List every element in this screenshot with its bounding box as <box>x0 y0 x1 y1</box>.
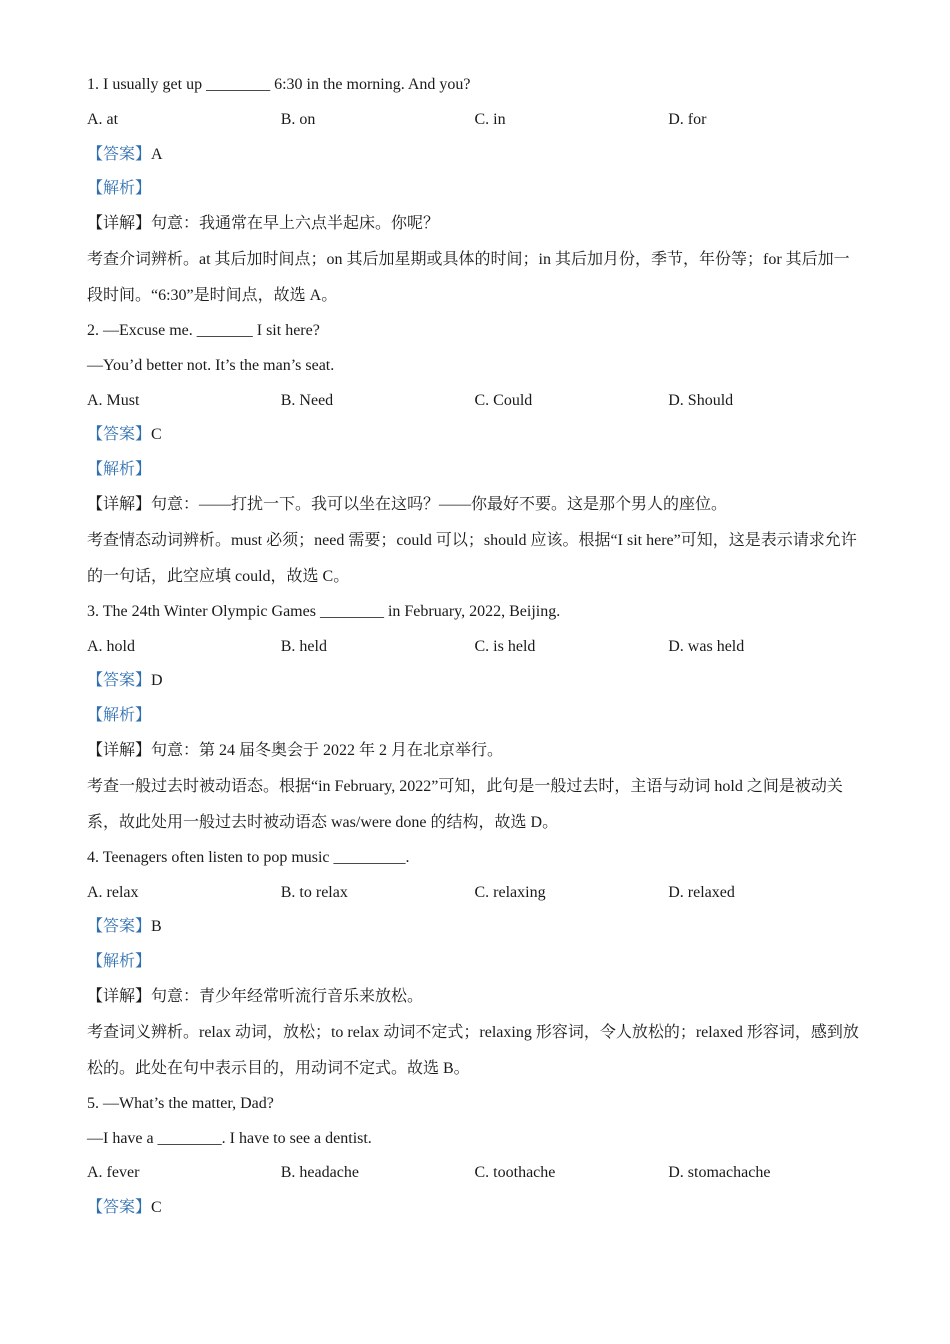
question-stem: 2. —Excuse me. _______ I sit here? <box>87 321 320 339</box>
answer-line <box>87 910 862 945</box>
question-5 <box>87 1087 862 1226</box>
detail-line <box>87 980 862 1015</box>
explanation: 考查介词辨析。at 其后加时间点；on 其后加星期或具体的时间；in 其后加月份，季节，年份等；for 其后加一段时间。“6:30”是时间点，故选 A。 <box>87 250 850 304</box>
option-a: A. fever <box>87 1164 140 1182</box>
question-stem: 5. —What’s the matter, Dad? <box>87 1094 274 1112</box>
option-d: D. Should <box>668 391 734 409</box>
options-row <box>87 384 862 419</box>
analysis-line <box>87 699 862 734</box>
answer-tag: 【答案】 <box>87 145 152 163</box>
answer-value: C <box>151 426 162 444</box>
option-a: A. hold <box>87 637 135 655</box>
question-1 <box>87 68 862 314</box>
detail-text: 句意：青少年经常听流行音乐来放松。 <box>151 987 424 1005</box>
option-c: C. relaxing <box>474 883 546 901</box>
detail-line <box>87 488 862 523</box>
option-d: D. for <box>668 110 707 128</box>
answer-line <box>87 418 862 453</box>
answer-line <box>87 664 862 699</box>
answer-tag: 【答案】 <box>87 918 152 936</box>
detail-tag: 【详解】 <box>87 987 152 1005</box>
detail-tag: 【详解】 <box>87 495 152 513</box>
answer-line <box>87 1191 862 1226</box>
option-c: C. Could <box>474 391 533 409</box>
detail-line <box>87 207 862 242</box>
answer-tag: 【答案】 <box>87 1199 152 1217</box>
document-page <box>87 68 862 1226</box>
question-stem: 3. The 24th Winter Olympic Games ________ in February, 2022, Beijing. <box>87 602 561 620</box>
option-d: D. relaxed <box>668 883 735 901</box>
option-b: B. on <box>280 110 316 128</box>
detail-line <box>87 734 862 769</box>
answer-value: A <box>151 145 163 163</box>
detail-text: 句意：我通常在早上六点半起床。你呢？ <box>151 215 440 233</box>
option-c: C. toothache <box>474 1164 556 1182</box>
answer-value: C <box>151 1199 162 1217</box>
answer-tag: 【答案】 <box>87 426 152 444</box>
detail-tag: 【详解】 <box>87 741 152 759</box>
analysis-tag: 【解析】 <box>87 461 152 479</box>
option-d: D. stomachache <box>668 1164 771 1182</box>
option-b: B. Need <box>280 391 334 409</box>
analysis-line <box>87 172 862 207</box>
option-c: C. is held <box>474 637 536 655</box>
question-stem: 4. Teenagers often listen to pop music _________. <box>87 848 410 866</box>
analysis-line <box>87 945 862 980</box>
answer-value: B <box>151 918 162 936</box>
explanation: 考查词义辨析。relax 动词，放松；to relax 动词不定式；relaxing 形容词，令人放松的；relaxed 形容词，感到放松的。此处在句中表示目的，用动词不定式。故选 B。 <box>87 1023 859 1077</box>
question-stem-2: —You’d better not. It’s the man’s seat. <box>87 356 335 374</box>
detail-text: 句意：第 24 届冬奥会于 2022 年 2 月在北京举行。 <box>151 741 504 759</box>
options-row <box>87 630 862 665</box>
explanation: 考查情态动词辨析。must 必须；need 需要；could 可以；should 应该。根据“I sit here”可知，这是表示请求允许的一句话，此空应填 could，故选 C。 <box>87 531 857 585</box>
question-3 <box>87 595 862 841</box>
analysis-line <box>87 453 862 488</box>
answer-line <box>87 138 862 173</box>
detail-tag: 【详解】 <box>87 215 152 233</box>
options-row <box>87 876 862 911</box>
answer-tag: 【答案】 <box>87 672 152 690</box>
question-stem-2: —I have a ________. I have to see a dentist. <box>87 1129 372 1147</box>
option-a: A. Must <box>87 391 140 409</box>
answer-value: D <box>151 672 163 690</box>
question-stem: 1. I usually get up ________ 6:30 in the morning. And you? <box>87 76 471 93</box>
explanation: 考查一般过去时被动语态。根据“in February, 2022”可知，此句是一般过去时，主语与动词 hold 之间是被动关系，故此处用一般过去时被动语态 was/were done 的结构，故选 D。 <box>87 777 843 831</box>
analysis-tag: 【解析】 <box>87 180 152 198</box>
question-4 <box>87 841 862 1087</box>
analysis-tag: 【解析】 <box>87 953 152 971</box>
options-row <box>87 103 862 138</box>
option-b: B. headache <box>280 1164 359 1182</box>
option-a: A. relax <box>87 883 139 901</box>
option-b: B. to relax <box>280 883 348 901</box>
option-a: A. at <box>87 110 119 128</box>
analysis-tag: 【解析】 <box>87 707 152 725</box>
question-2 <box>87 314 862 595</box>
detail-text: 句意：——打扰一下。我可以坐在这吗？——你最好不要。这是那个男人的座位。 <box>151 495 728 513</box>
option-d: D. was held <box>668 637 745 655</box>
option-c: C. in <box>474 110 506 128</box>
options-row <box>87 1156 862 1191</box>
option-b: B. held <box>280 637 327 655</box>
